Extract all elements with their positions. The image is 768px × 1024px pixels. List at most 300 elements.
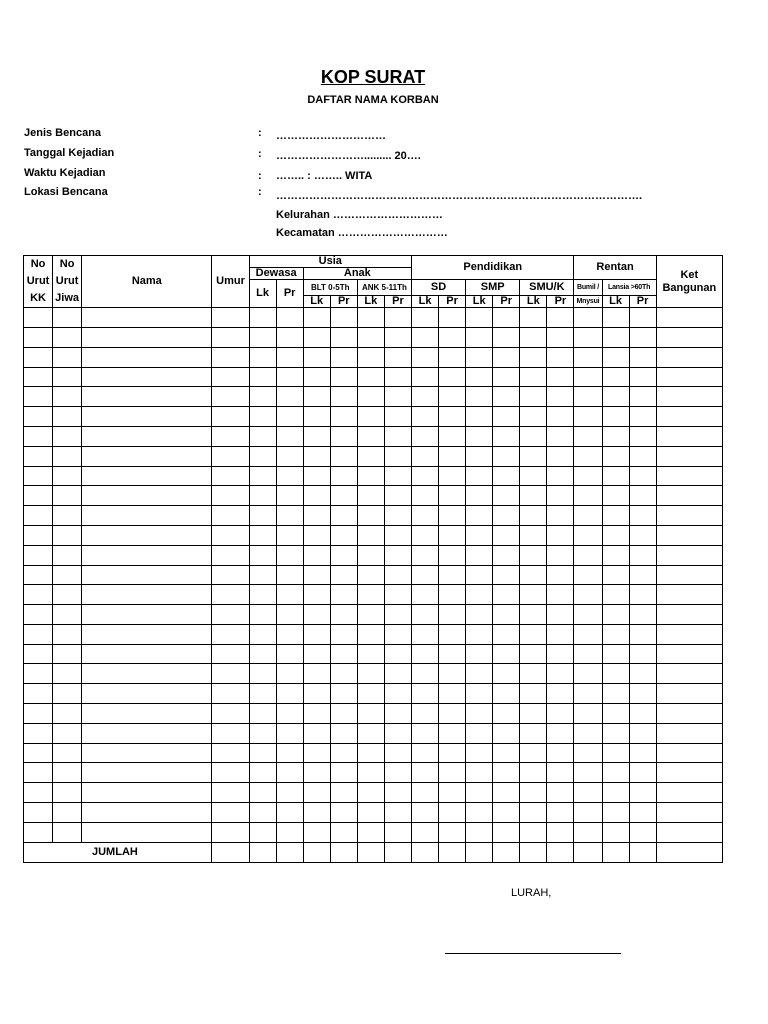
table-cell[interactable] [466,407,493,427]
table-cell[interactable] [24,308,53,328]
table-cell[interactable] [249,565,276,585]
table-cell[interactable] [629,763,656,783]
table-cell[interactable] [602,486,629,506]
table-cell[interactable] [24,486,53,506]
table-cell[interactable] [212,585,249,605]
table-cell[interactable] [412,684,439,704]
table-cell[interactable] [493,308,520,328]
table-cell[interactable] [520,545,547,565]
table-cell[interactable] [384,704,411,724]
table-cell[interactable] [82,743,212,763]
table-cell[interactable] [439,525,466,545]
table-cell[interactable] [574,525,602,545]
table-cell[interactable] [330,466,357,486]
table-cell[interactable] [466,763,493,783]
table-cell[interactable] [82,545,212,565]
table-cell[interactable] [412,486,439,506]
table-cell[interactable] [53,545,82,565]
table-cell[interactable] [439,763,466,783]
table-cell[interactable] [439,308,466,328]
table-cell[interactable] [276,704,303,724]
table-cell[interactable] [53,525,82,545]
table-cell[interactable] [547,308,574,328]
table-cell[interactable] [656,308,722,328]
table-cell[interactable] [466,783,493,803]
table-cell[interactable] [212,763,249,783]
table-cell[interactable] [439,783,466,803]
table-cell[interactable] [249,486,276,506]
table-cell[interactable] [547,822,574,842]
table-cell[interactable] [212,644,249,664]
table-cell[interactable] [249,347,276,367]
table-cell[interactable] [520,763,547,783]
table-cell[interactable] [53,446,82,466]
table-cell[interactable] [493,347,520,367]
table-cell[interactable] [212,605,249,625]
table-cell[interactable] [24,783,53,803]
table-cell[interactable] [547,367,574,387]
table-cell[interactable] [520,426,547,446]
table-cell[interactable] [82,446,212,466]
table-cell[interactable] [303,446,330,466]
table-cell[interactable] [24,545,53,565]
table-cell[interactable] [384,486,411,506]
table-cell[interactable] [602,684,629,704]
table-cell[interactable] [602,704,629,724]
table-cell[interactable] [520,347,547,367]
table-cell[interactable] [574,486,602,506]
table-cell[interactable] [547,446,574,466]
table-cell[interactable] [574,783,602,803]
table-cell[interactable] [303,605,330,625]
table-cell[interactable] [493,585,520,605]
table-cell[interactable] [249,308,276,328]
table-cell[interactable] [493,466,520,486]
table-cell[interactable] [493,486,520,506]
table-cell[interactable] [53,743,82,763]
table-cell[interactable] [574,446,602,466]
table-cell[interactable] [384,684,411,704]
total-cell[interactable] [439,842,466,862]
table-cell[interactable] [303,664,330,684]
table-cell[interactable] [384,743,411,763]
table-cell[interactable] [574,684,602,704]
table-cell[interactable] [520,783,547,803]
table-cell[interactable] [384,585,411,605]
table-cell[interactable] [24,605,53,625]
table-cell[interactable] [656,743,722,763]
table-cell[interactable] [82,347,212,367]
table-cell[interactable] [53,506,82,526]
table-cell[interactable] [602,426,629,446]
table-cell[interactable] [303,585,330,605]
table-cell[interactable] [357,644,384,664]
table-cell[interactable] [212,367,249,387]
table-cell[interactable] [520,664,547,684]
table-cell[interactable] [412,763,439,783]
table-cell[interactable] [602,407,629,427]
total-cell[interactable] [249,842,276,862]
table-cell[interactable] [82,327,212,347]
table-cell[interactable] [602,347,629,367]
table-cell[interactable] [53,684,82,704]
table-cell[interactable] [24,723,53,743]
table-cell[interactable] [466,565,493,585]
table-cell[interactable] [357,684,384,704]
table-cell[interactable] [602,506,629,526]
table-cell[interactable] [212,506,249,526]
table-cell[interactable] [276,506,303,526]
table-cell[interactable] [493,822,520,842]
table-cell[interactable] [330,822,357,842]
table-cell[interactable] [249,644,276,664]
table-cell[interactable] [629,347,656,367]
table-cell[interactable] [276,308,303,328]
table-cell[interactable] [384,387,411,407]
table-cell[interactable] [520,486,547,506]
table-cell[interactable] [493,545,520,565]
table-cell[interactable] [547,803,574,823]
table-cell[interactable] [53,605,82,625]
table-cell[interactable] [656,506,722,526]
table-cell[interactable] [24,426,53,446]
table-cell[interactable] [212,565,249,585]
table-cell[interactable] [330,743,357,763]
table-cell[interactable] [357,506,384,526]
table-cell[interactable] [276,624,303,644]
table-cell[interactable] [629,704,656,724]
table-cell[interactable] [384,426,411,446]
table-cell[interactable] [384,446,411,466]
table-cell[interactable] [24,704,53,724]
total-cell[interactable] [602,842,629,862]
table-cell[interactable] [330,506,357,526]
table-cell[interactable] [249,367,276,387]
table-cell[interactable] [574,367,602,387]
table-cell[interactable] [412,743,439,763]
table-cell[interactable] [656,387,722,407]
table-cell[interactable] [53,704,82,724]
table-cell[interactable] [547,684,574,704]
table-cell[interactable] [602,723,629,743]
table-cell[interactable] [412,644,439,664]
table-cell[interactable] [629,466,656,486]
table-cell[interactable] [82,803,212,823]
table-cell[interactable] [330,585,357,605]
table-cell[interactable] [357,585,384,605]
total-cell[interactable] [547,842,574,862]
table-cell[interactable] [357,664,384,684]
table-cell[interactable] [439,664,466,684]
table-cell[interactable] [602,624,629,644]
table-cell[interactable] [574,387,602,407]
total-cell[interactable] [466,842,493,862]
table-cell[interactable] [520,743,547,763]
table-cell[interactable] [656,367,722,387]
table-cell[interactable] [466,525,493,545]
table-cell[interactable] [547,407,574,427]
table-cell[interactable] [303,763,330,783]
table-cell[interactable] [629,585,656,605]
table-cell[interactable] [384,347,411,367]
table-cell[interactable] [249,426,276,446]
table-cell[interactable] [439,704,466,724]
table-cell[interactable] [493,763,520,783]
table-cell[interactable] [303,743,330,763]
table-cell[interactable] [82,525,212,545]
table-cell[interactable] [574,545,602,565]
table-cell[interactable] [249,466,276,486]
table-cell[interactable] [602,525,629,545]
table-cell[interactable] [212,783,249,803]
table-cell[interactable] [656,723,722,743]
table-cell[interactable] [249,624,276,644]
table-cell[interactable] [330,486,357,506]
table-cell[interactable] [212,446,249,466]
table-cell[interactable] [82,585,212,605]
table-cell[interactable] [212,803,249,823]
table-cell[interactable] [249,525,276,545]
table-cell[interactable] [466,426,493,446]
table-cell[interactable] [466,704,493,724]
table-cell[interactable] [574,605,602,625]
table-cell[interactable] [276,387,303,407]
table-cell[interactable] [357,803,384,823]
table-cell[interactable] [520,585,547,605]
table-cell[interactable] [547,664,574,684]
table-cell[interactable] [384,367,411,387]
table-cell[interactable] [249,327,276,347]
total-cell[interactable] [357,842,384,862]
table-cell[interactable] [249,822,276,842]
table-cell[interactable] [53,624,82,644]
table-cell[interactable] [276,605,303,625]
table-cell[interactable] [602,565,629,585]
table-cell[interactable] [276,585,303,605]
table-cell[interactable] [330,407,357,427]
table-cell[interactable] [82,684,212,704]
table-cell[interactable] [629,684,656,704]
table-cell[interactable] [53,347,82,367]
table-cell[interactable] [493,723,520,743]
table-cell[interactable] [212,387,249,407]
table-cell[interactable] [412,783,439,803]
table-cell[interactable] [384,545,411,565]
table-cell[interactable] [412,367,439,387]
table-cell[interactable] [53,783,82,803]
table-cell[interactable] [629,367,656,387]
table-cell[interactable] [574,803,602,823]
table-cell[interactable] [547,506,574,526]
table-cell[interactable] [303,387,330,407]
table-cell[interactable] [82,763,212,783]
table-cell[interactable] [276,525,303,545]
table-cell[interactable] [357,426,384,446]
table-cell[interactable] [249,704,276,724]
table-cell[interactable] [574,763,602,783]
table-cell[interactable] [656,763,722,783]
table-cell[interactable] [303,803,330,823]
table-cell[interactable] [439,387,466,407]
table-cell[interactable] [276,743,303,763]
table-cell[interactable] [24,525,53,545]
table-cell[interactable] [493,644,520,664]
table-cell[interactable] [303,644,330,664]
table-cell[interactable] [629,446,656,466]
table-cell[interactable] [82,605,212,625]
table-cell[interactable] [303,466,330,486]
table-cell[interactable] [656,605,722,625]
table-cell[interactable] [24,506,53,526]
table-cell[interactable] [602,605,629,625]
table-cell[interactable] [547,525,574,545]
table-cell[interactable] [82,308,212,328]
table-cell[interactable] [493,506,520,526]
table-cell[interactable] [357,525,384,545]
table-cell[interactable] [82,644,212,664]
table-cell[interactable] [629,407,656,427]
table-cell[interactable] [656,327,722,347]
table-cell[interactable] [249,506,276,526]
table-cell[interactable] [249,684,276,704]
table-cell[interactable] [384,605,411,625]
table-cell[interactable] [520,803,547,823]
total-cell[interactable] [656,842,722,862]
table-cell[interactable] [412,525,439,545]
table-cell[interactable] [53,723,82,743]
table-cell[interactable] [330,308,357,328]
table-cell[interactable] [547,486,574,506]
table-cell[interactable] [439,684,466,704]
table-cell[interactable] [384,803,411,823]
table-cell[interactable] [303,426,330,446]
table-cell[interactable] [520,723,547,743]
total-cell[interactable] [276,842,303,862]
table-cell[interactable] [384,525,411,545]
table-cell[interactable] [574,664,602,684]
table-cell[interactable] [439,426,466,446]
table-cell[interactable] [24,446,53,466]
table-cell[interactable] [412,704,439,724]
table-cell[interactable] [574,644,602,664]
table-cell[interactable] [439,605,466,625]
table-cell[interactable] [276,803,303,823]
table-cell[interactable] [212,664,249,684]
table-cell[interactable] [276,763,303,783]
table-cell[interactable] [574,407,602,427]
table-cell[interactable] [330,783,357,803]
table-cell[interactable] [212,466,249,486]
table-cell[interactable] [53,644,82,664]
table-cell[interactable] [303,545,330,565]
table-cell[interactable] [602,367,629,387]
table-cell[interactable] [303,407,330,427]
table-cell[interactable] [493,407,520,427]
table-cell[interactable] [520,644,547,664]
table-cell[interactable] [276,466,303,486]
table-cell[interactable] [24,367,53,387]
table-cell[interactable] [384,763,411,783]
table-cell[interactable] [602,545,629,565]
table-cell[interactable] [276,327,303,347]
table-cell[interactable] [276,545,303,565]
table-cell[interactable] [656,585,722,605]
table-cell[interactable] [439,446,466,466]
table-cell[interactable] [602,822,629,842]
table-cell[interactable] [574,822,602,842]
table-cell[interactable] [24,644,53,664]
table-cell[interactable] [547,347,574,367]
table-cell[interactable] [466,605,493,625]
total-cell[interactable] [330,842,357,862]
table-cell[interactable] [574,327,602,347]
table-cell[interactable] [439,486,466,506]
table-cell[interactable] [602,644,629,664]
table-cell[interactable] [439,367,466,387]
table-cell[interactable] [357,723,384,743]
table-cell[interactable] [439,466,466,486]
table-cell[interactable] [493,684,520,704]
table-cell[interactable] [330,446,357,466]
table-cell[interactable] [466,387,493,407]
table-cell[interactable] [493,704,520,724]
table-cell[interactable] [629,327,656,347]
table-cell[interactable] [276,684,303,704]
table-cell[interactable] [357,347,384,367]
table-cell[interactable] [412,723,439,743]
table-cell[interactable] [24,327,53,347]
table-cell[interactable] [384,466,411,486]
table-cell[interactable] [520,367,547,387]
table-cell[interactable] [629,308,656,328]
table-cell[interactable] [330,704,357,724]
table-cell[interactable] [656,525,722,545]
table-cell[interactable] [357,308,384,328]
table-cell[interactable] [466,327,493,347]
table-cell[interactable] [574,723,602,743]
table-cell[interactable] [53,822,82,842]
table-cell[interactable] [493,803,520,823]
table-cell[interactable] [384,664,411,684]
table-cell[interactable] [384,308,411,328]
table-cell[interactable] [602,466,629,486]
table-cell[interactable] [574,585,602,605]
table-cell[interactable] [330,327,357,347]
table-cell[interactable] [547,605,574,625]
table-cell[interactable] [212,723,249,743]
table-cell[interactable] [82,822,212,842]
table-cell[interactable] [493,525,520,545]
table-cell[interactable] [656,664,722,684]
table-cell[interactable] [384,624,411,644]
table-cell[interactable] [412,466,439,486]
table-cell[interactable] [520,327,547,347]
table-cell[interactable] [574,308,602,328]
table-cell[interactable] [412,327,439,347]
table-cell[interactable] [656,407,722,427]
table-cell[interactable] [330,644,357,664]
table-cell[interactable] [602,308,629,328]
table-cell[interactable] [520,387,547,407]
table-cell[interactable] [547,624,574,644]
table-cell[interactable] [330,525,357,545]
table-cell[interactable] [602,803,629,823]
table-cell[interactable] [82,367,212,387]
total-cell[interactable] [520,842,547,862]
table-cell[interactable] [53,387,82,407]
table-cell[interactable] [212,545,249,565]
table-cell[interactable] [212,407,249,427]
